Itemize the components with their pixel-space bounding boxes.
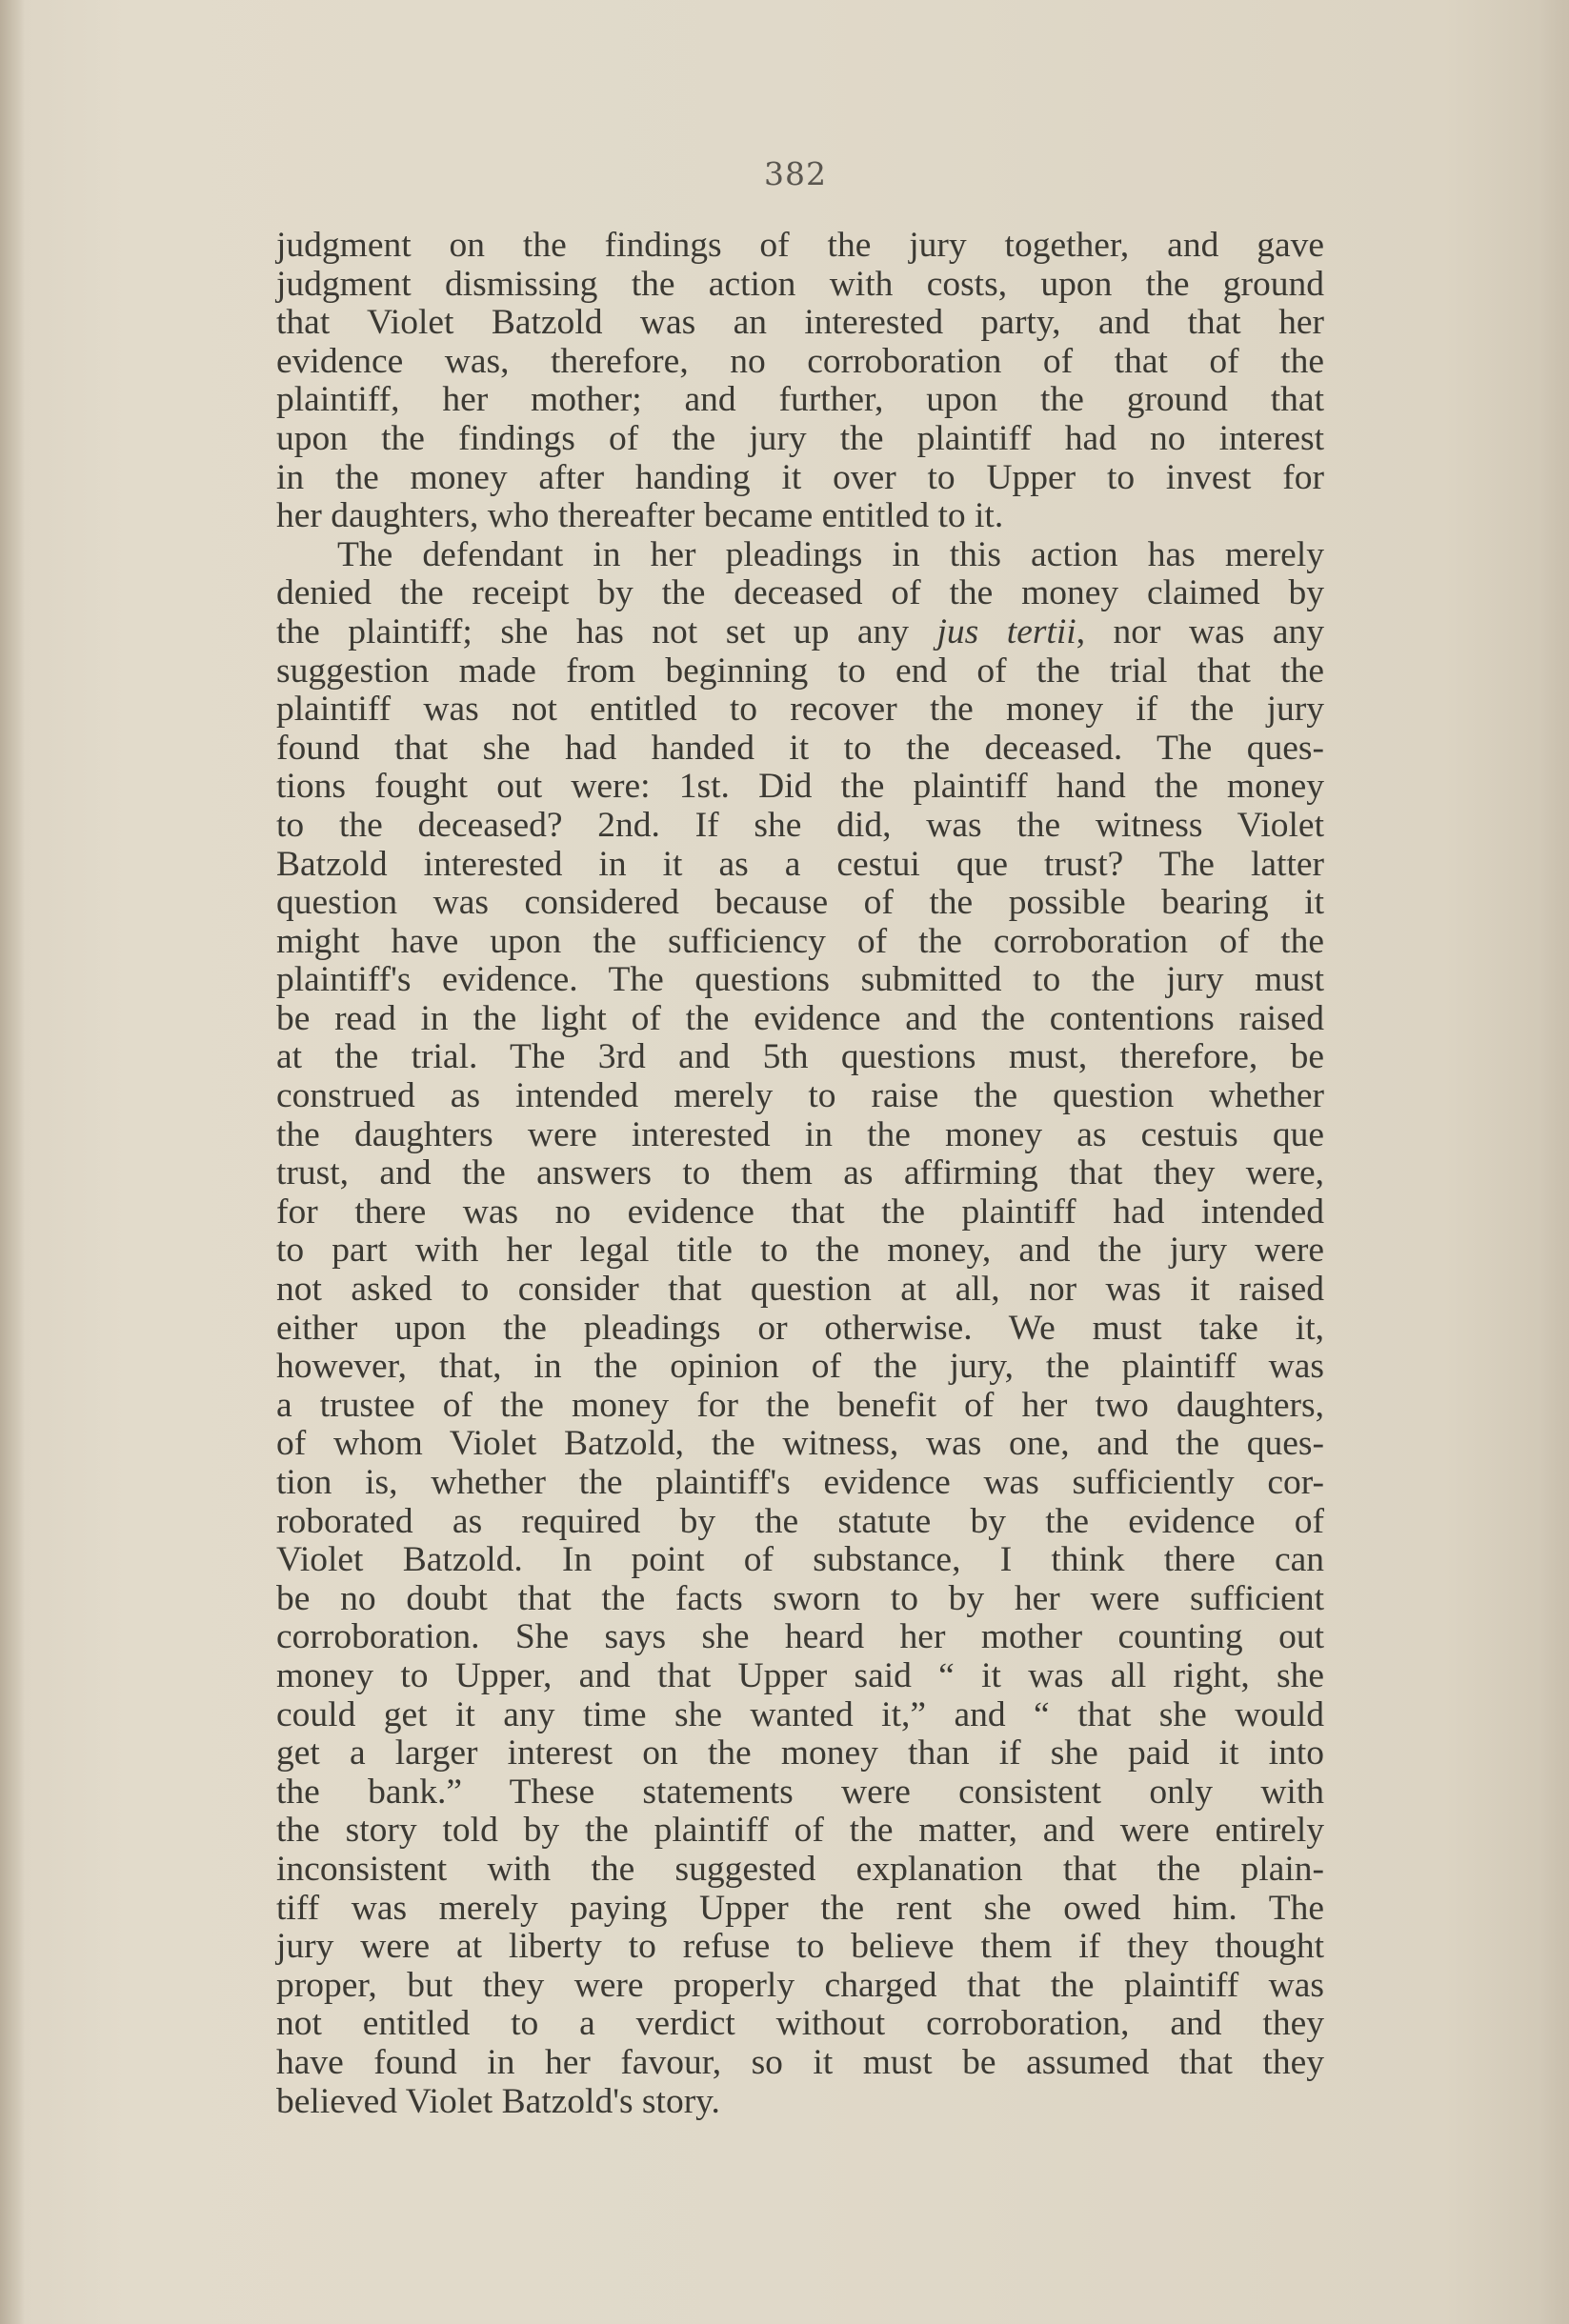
text-line: be no doubt that the facts sworn to by her were sufficient xyxy=(276,1578,1324,1618)
text-line: trust, and the answers to them as affirming that they were, xyxy=(276,1153,1324,1193)
text-line: the bank.” These statements were consistent only with xyxy=(276,1772,1324,1812)
text-line: evidence was, therefore, no corroboration of that of the xyxy=(276,341,1324,381)
text-line: question was considered because of the possible bearing it xyxy=(276,883,1324,923)
text-line: of whom Violet Batzold, the witness, was one, and the ques- xyxy=(276,1424,1324,1464)
text-line: money to Upper, and that Upper said “ it was all right, she xyxy=(276,1655,1324,1695)
text-line: to part with her legal title to the money, and the jury were xyxy=(276,1231,1324,1271)
text-line: Violet Batzold. In point of substance, I think there can xyxy=(276,1540,1324,1580)
text-line: plaintiff, her mother; and further, upon the ground that xyxy=(276,380,1324,420)
page-number: 382 xyxy=(764,155,827,192)
text-line: denied the receipt by the deceased of the money claimed by xyxy=(276,573,1324,613)
text-line: be read in the light of the evidence and the contentions raised xyxy=(276,998,1324,1038)
text-line: the daughters were interested in the money as cestuis que xyxy=(276,1114,1324,1154)
page-edge-shadow xyxy=(1540,0,1569,2324)
text-line: upon the findings of the jury the plaintiff had no interest xyxy=(276,418,1324,458)
text-line: that Violet Batzold was an interested party, and that her xyxy=(276,303,1324,343)
text-line: The defendant in her pleadings in this action has merely xyxy=(337,534,1324,574)
text-line: construed as intended merely to raise the question whether xyxy=(276,1076,1324,1116)
text-line: believed Violet Batzold's story. xyxy=(276,2081,720,2121)
text-line: tions fought out were: 1st. Did the plaintiff hand the money xyxy=(276,767,1324,807)
body-text xyxy=(276,227,1324,2121)
text-line: tion is, whether the plaintiff's evidence was sufficiently cor- xyxy=(276,1463,1324,1502)
text-line: not entitled to a verdict without corroboration, and they xyxy=(276,2004,1324,2044)
text-line: get a larger interest on the money than if she paid it into xyxy=(276,1733,1324,1773)
text-line: proper, but they were properly charged that the plaintiff was xyxy=(276,1965,1324,2005)
text-line: judgment on the findings of the jury together, and gave xyxy=(276,226,1324,265)
text-line: either upon the pleadings or otherwise. We must take it, xyxy=(276,1308,1324,1348)
paragraph-2 xyxy=(276,536,1324,2121)
text-line: not asked to consider that question at all, nor was it raised xyxy=(276,1270,1324,1310)
text-line: to the deceased? 2nd. If she did, was the witness Violet xyxy=(276,805,1324,845)
text-line: tiff was merely paying Upper the rent she owed him. The xyxy=(276,1888,1324,1928)
text-line: Batzold interested in it as a cestui que trust? The latter xyxy=(276,844,1324,884)
text-line: judgment dismissing the action with costs, upon the ground xyxy=(276,264,1324,304)
text-line: roborated as required by the statute by the evidence of xyxy=(276,1501,1324,1541)
text-line: at the trial. The 3rd and 5th questions must, therefore, be xyxy=(276,1037,1324,1077)
text-line: jury were at liberty to refuse to believe them if they thought xyxy=(276,1927,1324,1967)
text-line: for there was no evidence that the plaintiff had intended xyxy=(276,1192,1324,1232)
text-line: the plaintiff; she has not set up any jus tertii, nor was any xyxy=(276,611,1324,651)
text-line: plaintiff was not entitled to recover the money if the jury xyxy=(276,690,1324,730)
text-line: corroboration. She says she heard her mother counting out xyxy=(276,1617,1324,1657)
binding-gutter xyxy=(0,0,25,2324)
text-line: plaintiff's evidence. The questions submitted to the jury must xyxy=(276,960,1324,1000)
text-line: found that she had handed it to the deceased. The ques- xyxy=(276,728,1324,768)
text-line: inconsistent with the suggested explanation that the plain- xyxy=(276,1849,1324,1889)
text-line: have found in her favour, so it must be assumed that they xyxy=(276,2042,1324,2082)
latin-phrase: jus tertii xyxy=(936,611,1076,651)
text-line: however, that, in the opinion of the jury, the plaintiff was xyxy=(276,1347,1324,1387)
text-line: the story told by the plaintiff of the matter, and were entirely xyxy=(276,1811,1324,1851)
paragraph-1 xyxy=(276,227,1324,536)
text-line: could get it any time she wanted it,” and “ that she would xyxy=(276,1694,1324,1734)
text-line: might have upon the sufficiency of the corroboration of the xyxy=(276,921,1324,961)
text-line: suggestion made from beginning to end of the trial that the xyxy=(276,651,1324,691)
text-line: in the money after handing it over to Upper to invest for xyxy=(276,457,1324,497)
text-line: her daughters, who thereafter became entitled to it. xyxy=(276,496,1004,536)
text-line: a trustee of the money for the benefit of her two daughters, xyxy=(276,1385,1324,1425)
